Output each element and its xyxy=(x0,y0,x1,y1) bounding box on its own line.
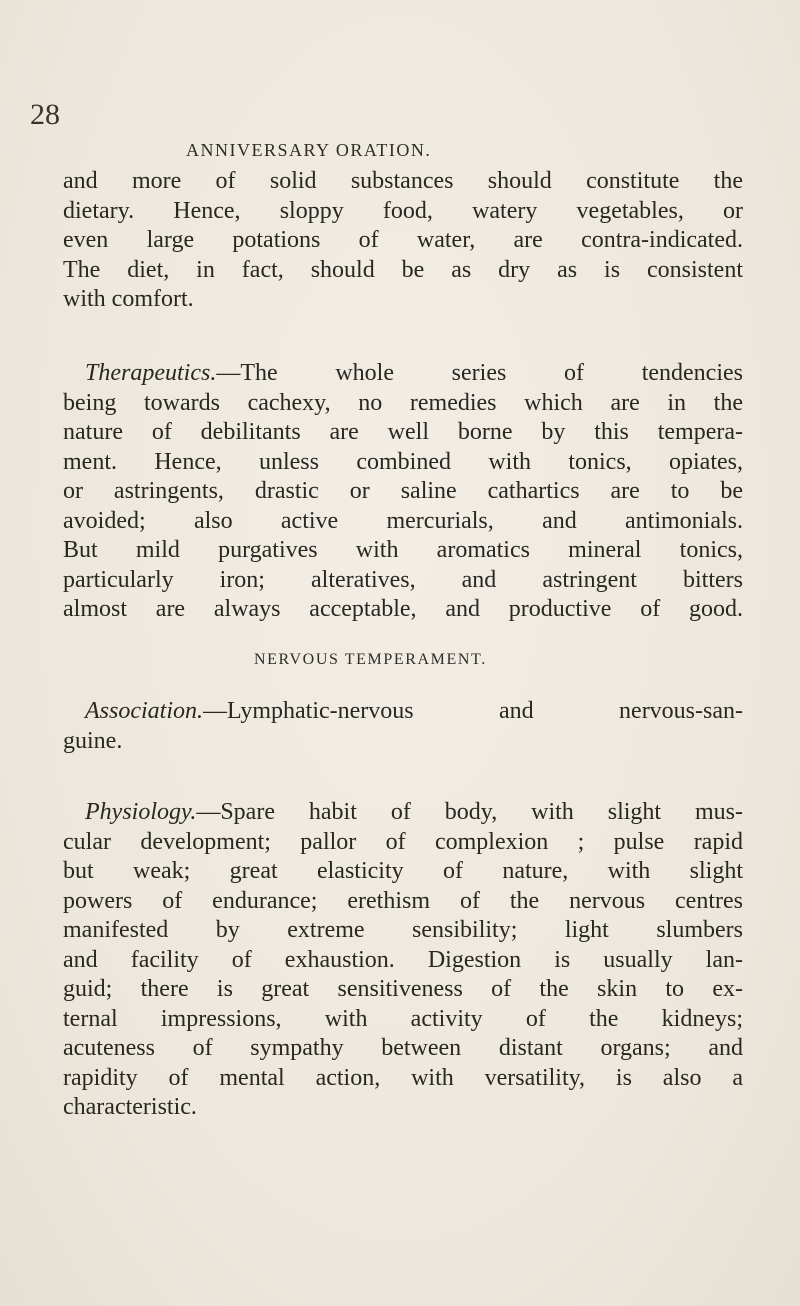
text-line: rapidity of mental action, with versatility, is also a xyxy=(63,1064,743,1091)
text-line: ment. Hence, unless combined with tonics, opiates, xyxy=(63,448,743,475)
text-line: dietary. Hence, sloppy food, watery vegetables, or xyxy=(63,197,743,224)
text-line: with comfort. xyxy=(63,286,194,312)
paragraph-association xyxy=(63,697,743,756)
text-line: manifested by extreme sensibility; light slumbers xyxy=(63,917,743,943)
text-line: or astringents, drastic or saline cathartics are to be xyxy=(63,478,743,504)
text-line: and more of solid substances should constitute the xyxy=(63,168,743,194)
text-line: but weak; great elasticity of nature, with slight xyxy=(63,858,743,884)
paragraph-label: Physiology. xyxy=(85,799,197,825)
page-number: 28 xyxy=(30,98,60,131)
text-line: But mild purgatives with aromatics mineral tonics, xyxy=(63,537,743,563)
text-line: ternal impressions, with activity of the kidneys; xyxy=(63,1005,743,1032)
text-line xyxy=(63,697,743,727)
text-line: acuteness of sympathy between distant organs; and xyxy=(63,1035,743,1061)
text-line: cular development; pallor of complexion ; pulse rapid xyxy=(63,828,743,855)
text-line: almost are always acceptable, and productive of good. xyxy=(63,596,743,622)
paragraph-physiology xyxy=(63,798,743,1123)
text-line-rest: —Spare habit of body, with slight mus- xyxy=(196,799,743,825)
text-line: avoided; also active mercurials, and antimonials. xyxy=(63,507,743,534)
paragraph-therapeutics xyxy=(63,359,743,625)
section-heading: NERVOUS TEMPERAMENT. xyxy=(254,651,487,668)
text-line xyxy=(63,359,743,389)
text-line: guine. xyxy=(63,727,123,754)
text-line-rest: —The whole series of tendencies xyxy=(216,360,743,386)
text-line: guid; there is great sensitiveness of the skin to ex- xyxy=(63,976,743,1002)
text-line: being towards cachexy, no remedies which are in the xyxy=(63,389,743,416)
text-line: characteristic. xyxy=(63,1094,197,1120)
paragraph-label: Association. xyxy=(85,698,203,724)
running-head: ANNIVERSARY ORATION. xyxy=(186,140,432,160)
text-line: even large potations of water, are contra-indicated. xyxy=(63,227,743,253)
text-line: The diet, in fact, should be as dry as is consistent xyxy=(63,256,743,283)
text-line: nature of debilitants are well borne by this tempera- xyxy=(63,419,743,445)
paragraph-diet xyxy=(63,167,743,315)
text-line-rest: —Lymphatic-nervous and nervous-san- xyxy=(203,698,743,724)
text-line: powers of endurance; erethism of the nervous centres xyxy=(63,887,743,914)
text-line: and facility of exhaustion. Digestion is usually lan- xyxy=(63,946,743,973)
text-line xyxy=(63,798,743,828)
text-line: particularly iron; alteratives, and astringent bitters xyxy=(63,566,743,593)
paragraph-label: Therapeutics. xyxy=(85,360,217,386)
